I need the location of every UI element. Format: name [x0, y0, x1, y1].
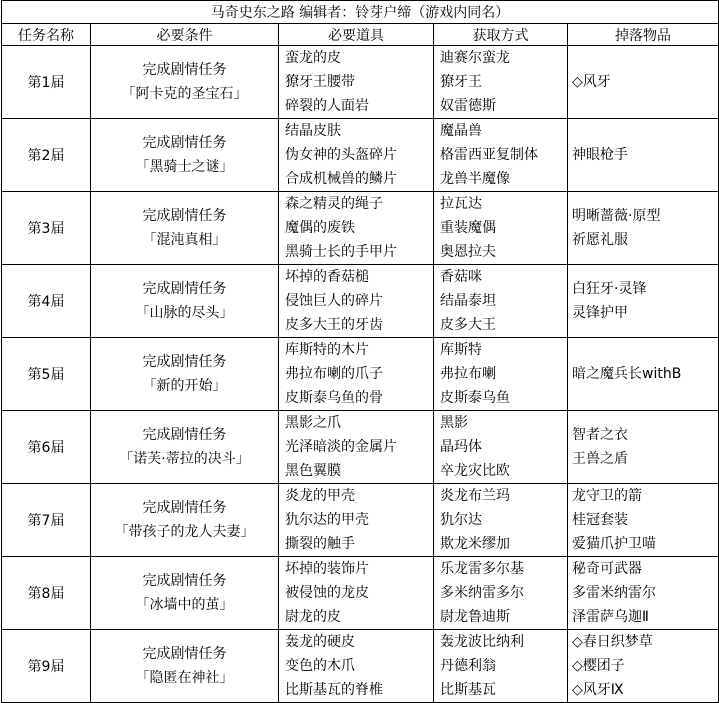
table-row — [2, 557, 719, 630]
requirement-line: 完成剧情任务 — [142, 500, 227, 516]
drops-cell — [568, 119, 719, 192]
requirement-line: 「混沌真相」 — [142, 232, 227, 248]
required-items-cell — [279, 265, 434, 338]
required-item: 弗拉布喇的爪子 — [285, 366, 383, 382]
source-cell — [434, 557, 568, 630]
requirement-line: 完成剧情任务 — [142, 208, 227, 224]
requirement-line: 「阿卡克的圣宝石」 — [121, 86, 248, 102]
table-title: 马奇史东之路 编辑者：铃芽户缔（游戏内同名） — [2, 1, 719, 24]
header-requirement: 必要条件 — [91, 24, 279, 46]
required-item: 结晶皮肤 — [285, 123, 341, 139]
source-item: 丹德利翁 — [440, 658, 496, 674]
required-item: 蛮龙的皮 — [285, 50, 341, 66]
required-items-cell — [279, 557, 434, 630]
drop-item: 龙守卫的箭 — [572, 488, 642, 504]
required-item: 尉龙的皮 — [285, 609, 341, 625]
drop-item: 泽雷萨乌迦Ⅱ — [572, 609, 649, 625]
source-item: 迪赛尔蛮龙 — [440, 50, 510, 66]
drop-item: ◇风牙Ⅸ — [572, 682, 624, 698]
drop-item: 爱猫爪护卫喵 — [572, 536, 656, 552]
quest-name: 第5届 — [2, 338, 91, 411]
required-item: 合成机械兽的鳞片 — [285, 171, 397, 187]
drop-item: 暗之魔兵长withB — [572, 366, 682, 382]
required-item: 黑骑士长的手甲片 — [285, 244, 397, 260]
source-item: 香菇咪 — [440, 269, 482, 285]
requirement-cell — [91, 192, 279, 265]
quest-name: 第4届 — [2, 265, 91, 338]
source-item: 黑影 — [440, 415, 468, 431]
quest-name: 第8届 — [2, 557, 91, 630]
source-item: 库斯特 — [440, 342, 482, 358]
header-quest-name: 任务名称 — [2, 24, 91, 46]
source-item: 欺龙米缪加 — [440, 536, 510, 552]
source-item: 犰尔达 — [440, 512, 482, 528]
table-row — [2, 119, 719, 192]
requirement-cell — [91, 265, 279, 338]
required-items-cell — [279, 338, 434, 411]
source-item: 龙兽半魔像 — [440, 171, 510, 187]
required-item: 轰龙的硬皮 — [285, 634, 355, 650]
drop-item: 祈愿礼服 — [572, 232, 628, 248]
drop-item: 智者之衣 — [572, 427, 628, 443]
source-item: 魔晶兽 — [440, 123, 482, 139]
requirement-cell — [91, 411, 279, 484]
source-cell — [434, 265, 568, 338]
source-item: 卒龙灾比欧 — [440, 463, 510, 479]
required-items-cell — [279, 484, 434, 557]
source-item: 结晶泰坦 — [440, 293, 496, 309]
requirement-line: 「新的开始」 — [142, 378, 227, 394]
requirement-cell — [91, 484, 279, 557]
drops-cell — [568, 265, 719, 338]
required-items-cell — [279, 630, 434, 703]
drop-item: 白狂牙·灵锋 — [572, 281, 647, 297]
required-item: 皮斯泰乌鱼的骨 — [285, 390, 383, 406]
source-item: 皮斯泰乌鱼 — [440, 390, 510, 406]
required-item: 坏掉的香菇槌 — [285, 269, 369, 285]
required-item: 变色的木爪 — [285, 658, 355, 674]
source-item: 晶玛体 — [440, 439, 482, 455]
required-item: 炎龙的甲壳 — [285, 488, 355, 504]
drop-item: 明晰蔷薇·原型 — [572, 208, 661, 224]
drop-item: 神眼枪手 — [572, 147, 628, 163]
required-items-cell — [279, 411, 434, 484]
requirement-line: 完成剧情任务 — [142, 135, 227, 151]
table-row — [2, 484, 719, 557]
required-item: 侵蚀巨人的碎片 — [285, 293, 383, 309]
requirement-line: 完成剧情任务 — [142, 281, 227, 297]
required-item: 獠牙王腰带 — [285, 74, 355, 90]
requirement-line: 完成剧情任务 — [142, 62, 227, 78]
source-item: 比斯基瓦 — [440, 682, 496, 698]
header-row — [2, 24, 719, 46]
required-item: 森之精灵的绳子 — [285, 196, 383, 212]
source-cell — [434, 119, 568, 192]
drop-item: 多雷米纳雷尔 — [572, 585, 656, 601]
required-items-cell — [279, 119, 434, 192]
source-item: 炎龙布兰玛 — [440, 488, 510, 504]
required-item: 库斯特的木片 — [285, 342, 369, 358]
source-cell — [434, 192, 568, 265]
requirement-cell — [91, 119, 279, 192]
source-item: 多米纳雷多尔 — [440, 585, 524, 601]
quest-name: 第3届 — [2, 192, 91, 265]
drops-cell — [568, 338, 719, 411]
drops-cell — [568, 557, 719, 630]
source-item: 乐龙雷多尔基 — [440, 561, 524, 577]
required-item: 坏掉的装饰片 — [285, 561, 369, 577]
required-item: 伪女神的头盔碎片 — [285, 147, 397, 163]
requirement-line: 「山脉的尽头」 — [135, 305, 234, 321]
drop-item: ◇风牙 — [572, 74, 611, 90]
source-item: 奴雷德斯 — [440, 98, 496, 114]
drop-item: ◇春日织梦草 — [572, 634, 653, 650]
drop-item: 王兽之盾 — [572, 451, 628, 467]
required-item: 被侵蚀的龙皮 — [285, 585, 369, 601]
source-item: 重装魔偶 — [440, 220, 496, 236]
header-source: 获取方式 — [434, 24, 568, 46]
header-required-items: 必要道具 — [279, 24, 434, 46]
requirement-line: 完成剧情任务 — [142, 646, 227, 662]
requirement-line: 「隐匿在神社」 — [135, 670, 234, 686]
requirement-line: 「冰墙中的茧」 — [135, 597, 234, 613]
quest-table — [1, 0, 719, 703]
required-item: 撕裂的触手 — [285, 536, 355, 552]
quest-name: 第9届 — [2, 630, 91, 703]
quest-name: 第7届 — [2, 484, 91, 557]
source-item: 弗拉布喇 — [440, 366, 496, 382]
requirement-line: 「黑骑士之谜」 — [135, 159, 234, 175]
table-row — [2, 192, 719, 265]
requirement-line: 「诺芙·蒂拉的决斗」 — [119, 451, 250, 467]
table-row — [2, 411, 719, 484]
required-item: 皮多大王的牙齿 — [285, 317, 383, 333]
source-item: 格雷西亚复制体 — [440, 147, 538, 163]
requirement-cell — [91, 630, 279, 703]
drops-cell — [568, 484, 719, 557]
requirement-cell — [91, 557, 279, 630]
source-cell — [434, 411, 568, 484]
required-item: 黑色翼膜 — [285, 463, 341, 479]
requirement-cell — [91, 46, 279, 119]
requirement-line: 完成剧情任务 — [142, 573, 227, 589]
requirement-cell — [91, 338, 279, 411]
source-cell — [434, 630, 568, 703]
source-cell — [434, 338, 568, 411]
required-item: 魔偶的废铁 — [285, 220, 355, 236]
source-cell — [434, 484, 568, 557]
quest-name: 第2届 — [2, 119, 91, 192]
table-row — [2, 265, 719, 338]
source-item: 奥恩拉夫 — [440, 244, 496, 260]
required-item: 光泽暗淡的金属片 — [285, 439, 397, 455]
required-items-cell — [279, 192, 434, 265]
drop-item: 灵锋护甲 — [572, 305, 628, 321]
drop-item: 秘奇可武器 — [572, 561, 642, 577]
requirement-line: 完成剧情任务 — [142, 427, 227, 443]
requirement-line: 完成剧情任务 — [142, 354, 227, 370]
quest-table-body — [2, 1, 719, 703]
required-item: 比斯基瓦的脊椎 — [285, 682, 383, 698]
source-item: 轰龙波比纳利 — [440, 634, 524, 650]
header-drops: 掉落物品 — [568, 24, 719, 46]
source-cell — [434, 46, 568, 119]
drop-item: 桂冠套装 — [572, 512, 628, 528]
table-row — [2, 630, 719, 703]
drops-cell — [568, 630, 719, 703]
requirement-line: 「带孩子的龙人夫妻」 — [114, 524, 255, 540]
source-item: 尉龙鲁迪斯 — [440, 609, 510, 625]
table-row — [2, 338, 719, 411]
required-items-cell — [279, 46, 434, 119]
source-item: 拉瓦达 — [440, 196, 482, 212]
source-item: 獠牙王 — [440, 74, 482, 90]
drops-cell — [568, 411, 719, 484]
quest-name: 第1届 — [2, 46, 91, 119]
required-item: 犰尔达的甲壳 — [285, 512, 369, 528]
drops-cell — [568, 46, 719, 119]
drop-item: ◇樱团子 — [572, 658, 625, 674]
required-item: 黑影之爪 — [285, 415, 341, 431]
source-item: 皮多大王 — [440, 317, 496, 333]
table-row — [2, 46, 719, 119]
quest-name: 第6届 — [2, 411, 91, 484]
drops-cell — [568, 192, 719, 265]
required-item: 碎裂的人面岩 — [285, 98, 369, 114]
